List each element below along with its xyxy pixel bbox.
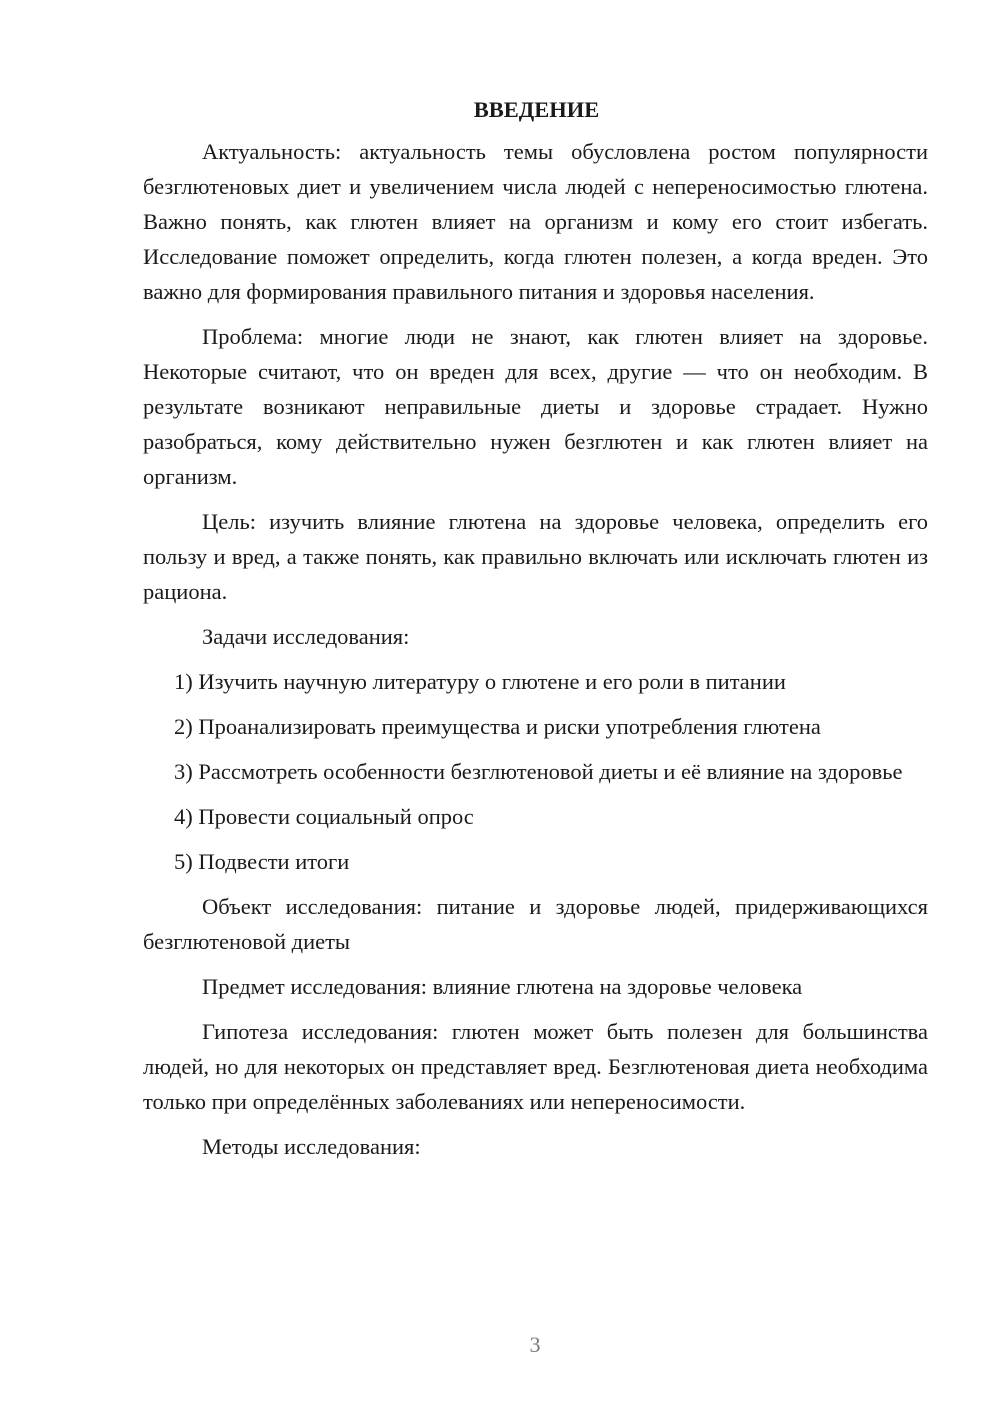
paragraph-tasks-heading: Задачи исследования: — [202, 624, 410, 649]
paragraph-relevance: Актуальность: актуальность темы обусловлена ростом популярности безглютеновых диет и увеличением числа людей с непереносимостью глютена. Важно понять, как глютен влияет на организм и кому его стоит избегать. Исследование поможет определить, когда глютен полезен, а когда вреден. Это важно для формирования правильного питания и здоровья населения. — [143, 139, 928, 304]
paragraph-methods: Методы исследования: — [202, 1134, 421, 1159]
paragraph-problem: Проблема: многие люди не знают, как глютен влияет на здоровье. Некоторые считают, что он вреден для всех, другие — что он необходим. В результате возникают неправильные диеты и здоровье страдает. Нужно разобраться, кому действительно нужен безглютен и как глютен влияет на организм. — [143, 324, 928, 489]
task-item: 3) Рассмотреть особенности безглютеновой диеты и её влияние на здоровье — [174, 759, 903, 784]
paragraph-hypothesis: Гипотеза исследования: глютен может быть полезен для большинства людей, но для некоторых он представляет вред. Безглютеновая диета необходима только при определённых заболеваниях или непереносимости. — [143, 1019, 928, 1114]
section-title: ВВЕДЕНИЕ — [473, 97, 600, 122]
task-item: 2) Проанализировать преимущества и риски употребления глютена — [174, 714, 821, 739]
task-item: 1) Изучить научную литературу о глютене и его роли в питании — [174, 669, 786, 694]
document-page — [143, 92, 928, 1174]
paragraph-subject: Предмет исследования: влияние глютена на здоровье человека — [202, 974, 803, 999]
paragraph-goal: Цель: изучить влияние глютена на здоровье человека, определить его пользу и вред, а также понять, как правильно включать или исключать глютен из рациона. — [143, 509, 928, 604]
paragraph-object: Объект исследования: питание и здоровье людей, придерживающихся безглютеновой диеты — [143, 894, 928, 954]
task-item: 5) Подвести итоги — [174, 849, 350, 874]
task-item: 4) Провести социальный опрос — [174, 804, 474, 829]
page-number: 3 — [529, 1332, 541, 1357]
